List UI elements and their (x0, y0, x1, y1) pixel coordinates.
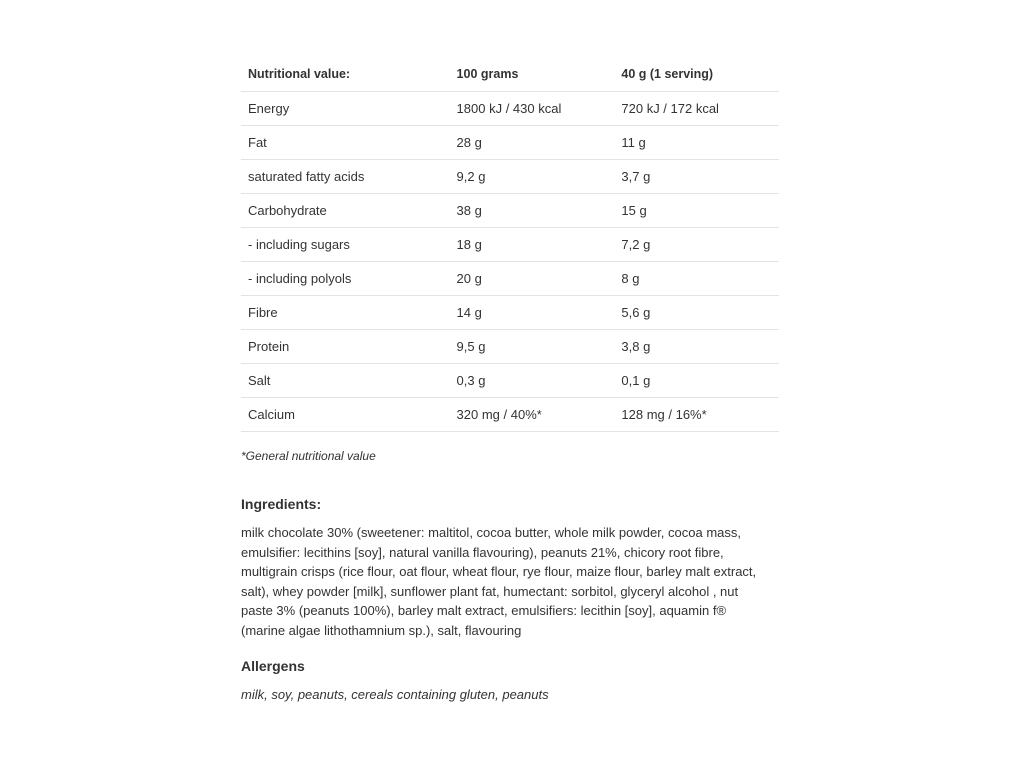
nutrient-name: Calcium (241, 398, 450, 432)
nutrient-per-serving: 7,2 g (614, 228, 779, 262)
nutrient-per-serving: 15 g (614, 194, 779, 228)
nutrient-per-serving: 128 mg / 16%* (614, 398, 779, 432)
nutrient-per-100g: 38 g (450, 194, 615, 228)
nutrient-name: Fat (241, 126, 450, 160)
nutrient-per-100g: 320 mg / 40%* (450, 398, 615, 432)
nutrient-per-serving: 3,7 g (614, 160, 779, 194)
nutrient-per-100g: 18 g (450, 228, 615, 262)
table-row (241, 228, 779, 262)
nutrient-per-serving: 3,8 g (614, 330, 779, 364)
ingredients-title: Ingredients: (241, 496, 322, 512)
nutrient-per-100g: 9,2 g (450, 160, 615, 194)
header-serving: 40 g (1 serving) (614, 57, 779, 92)
table-row (241, 330, 779, 364)
nutrient-per-100g: 0,3 g (450, 364, 615, 398)
nutrient-per-100g: 28 g (450, 126, 615, 160)
nutrition-table-body (241, 92, 779, 432)
allergens-text: milk, soy, peanuts, cereals containing gluten, peanuts (241, 686, 549, 702)
nutrient-per-100g: 9,5 g (450, 330, 615, 364)
nutrient-name: - including polyols (241, 262, 450, 296)
product-info (241, 57, 781, 702)
nutrition-footnote: *General nutritional value (241, 449, 376, 463)
nutrient-name: Protein (241, 330, 450, 364)
nutrient-name: Fibre (241, 296, 450, 330)
table-row (241, 262, 779, 296)
table-row (241, 160, 779, 194)
ingredients-text: milk chocolate 30% (sweetener: maltitol, cocoa butter, whole milk powder, cocoa mass, emulsifier: lecithins [soy], natural vanilla flavouring), peanuts 21%, chicory root fibre, multigrain crisps (rice flour, oat flour, wheat flour, rye flour, maize flour, barley malt extract, salt), whey powder [milk], sunflower plant fat, humectant: sorbitol, glyceryl alcohol , nut paste 3% (peanuts 100%), barley malt extract, emulsifiers: lecithin [soy], aquamin f® (marine algae lithothamnium sp.), salt, flavouring (241, 525, 757, 638)
nutrient-name: saturated fatty acids (241, 160, 450, 194)
nutrient-name: Energy (241, 92, 450, 126)
table-row (241, 92, 779, 126)
nutrient-per-serving: 8 g (614, 262, 779, 296)
nutrient-per-100g: 14 g (450, 296, 615, 330)
nutrient-name: - including sugars (241, 228, 450, 262)
table-row (241, 364, 779, 398)
nutrition-table (241, 57, 779, 432)
nutrient-per-100g: 20 g (450, 262, 615, 296)
header-nutritional-value: Nutritional value: (241, 57, 450, 92)
allergens-title: Allergens (241, 657, 305, 674)
nutrient-per-serving: 720 kJ / 172 kcal (614, 92, 779, 126)
nutrient-name: Carbohydrate (241, 194, 450, 228)
table-row (241, 126, 779, 160)
table-row (241, 194, 779, 228)
header-100-grams: 100 grams (450, 57, 615, 92)
nutrient-name: Salt (241, 364, 450, 398)
table-row (241, 398, 779, 432)
nutrient-per-serving: 0,1 g (614, 364, 779, 398)
nutrient-per-100g: 1800 kJ / 430 kcal (450, 92, 615, 126)
nutrition-table-header (241, 57, 779, 92)
table-row (241, 296, 779, 330)
nutrient-per-serving: 11 g (614, 126, 779, 160)
nutrient-per-serving: 5,6 g (614, 296, 779, 330)
